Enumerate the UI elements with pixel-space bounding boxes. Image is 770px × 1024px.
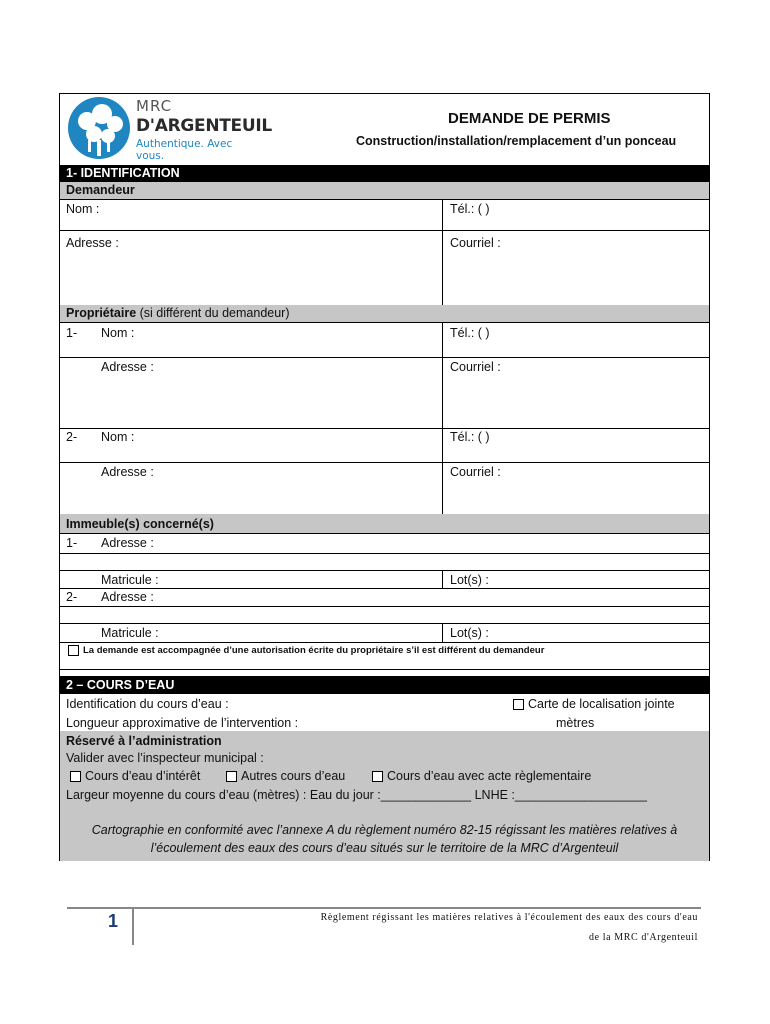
option-acte-box[interactable]: [372, 771, 383, 782]
immeuble-heading: Immeuble(s) concerné(s): [66, 517, 214, 531]
page-title: DEMANDE DE PERMIS: [448, 110, 611, 127]
longueur-label: Longueur approximative de l’intervention :: [66, 716, 299, 730]
footer-rule: [67, 907, 701, 909]
imm2-lot-label: Lot(s) :: [450, 626, 489, 640]
metres-unit: mètres: [556, 716, 595, 730]
owner2-courriel-label: Courriel :: [450, 465, 501, 479]
demandeur-courriel-label: Courriel :: [450, 236, 501, 250]
autorisation-checkbox-label: La demande est accompagnée d’une autorisation écrite du propriétaire s’il est différent du demandeur: [83, 645, 545, 657]
footer-separator: [132, 909, 134, 945]
option-acte[interactable]: [372, 769, 591, 783]
proprietaire-heading-bold: Propriétaire: [66, 306, 137, 320]
footer-line1: Règlement régissant les matières relatives à l'écoulement des eaux des cours d'eau: [320, 912, 698, 923]
imm2-adresse-label: Adresse :: [101, 590, 154, 604]
carte-checkbox-label: Carte de localisation jointe: [528, 697, 675, 711]
logo-tree-icon: [66, 96, 132, 160]
owner2-adresse-label: Adresse :: [101, 465, 154, 479]
permit-form: [59, 93, 710, 861]
proprietaire-note: (si différent du demandeur): [136, 306, 290, 320]
imm1-adresse-label: Adresse :: [101, 536, 154, 550]
proprietaire-heading: [66, 306, 290, 320]
option-autres-box[interactable]: [226, 771, 237, 782]
page-subtitle: Construction/installation/remplacement d’un ponceau: [356, 134, 677, 148]
owner2-tel-label: Tél.: ( ): [450, 430, 490, 444]
demandeur-adresse-label: Adresse :: [66, 236, 119, 250]
mrc-logo: [66, 96, 272, 162]
logo-line2: D'ARGENTEUIL: [136, 116, 272, 136]
owner1-nom-label: Nom :: [101, 326, 135, 340]
imm1-lot-label: Lot(s) :: [450, 573, 489, 587]
section2-title: 2 – COURS D’EAU: [60, 676, 709, 694]
carte-checkbox-box[interactable]: [513, 699, 524, 710]
autorisation-checkbox[interactable]: [68, 645, 544, 656]
identification-cours-eau-label: Identification du cours d’eau :: [66, 697, 229, 711]
owner2-num: 2-: [66, 430, 78, 444]
valider-label: Valider avec l’inspecteur municipal :: [66, 751, 264, 765]
owner1-num: 1-: [66, 326, 78, 340]
demandeur-band: [60, 182, 709, 199]
cartographie-note-line2: l’écoulement des eaux des cours d’eau situés sur le territoire de la MRC d’Argenteuil: [150, 841, 619, 855]
owner1-adresse-label: Adresse :: [101, 360, 154, 374]
imm1-num: 1-: [66, 536, 78, 550]
imm2-matricule-label: Matricule :: [101, 626, 159, 640]
imm1-matricule-label: Matricule :: [101, 573, 159, 587]
option-autres[interactable]: [226, 769, 345, 783]
logo-tagline: Authentique. Avec vous.: [136, 138, 233, 162]
owner1-courriel-label: Courriel :: [450, 360, 501, 374]
footer-line2: de la MRC d'Argenteuil: [589, 932, 698, 943]
section1-title: 1- IDENTIFICATION: [60, 165, 709, 182]
option-acte-label: Cours d’eau avec acte règlementaire: [387, 769, 592, 783]
demandeur-nom-label: Nom :: [66, 202, 100, 216]
owner2-nom-label: Nom :: [101, 430, 135, 444]
option-interet-box[interactable]: [70, 771, 81, 782]
autorisation-checkbox-box[interactable]: [68, 645, 79, 656]
option-interet[interactable]: [70, 769, 200, 783]
carte-checkbox[interactable]: [513, 697, 675, 711]
largeur-label: Largeur moyenne du cours d’eau (mètres) : Eau du jour :_____________ LNHE :___________________: [66, 788, 647, 802]
demandeur-heading: Demandeur: [66, 183, 135, 197]
cartographie-note-line1: Cartographie en conformité avec l’annexe A du règlement numéro 82-15 régissant les matières relatives à: [91, 823, 678, 837]
imm2-num: 2-: [66, 590, 78, 604]
owner1-tel-label: Tél.: ( ): [450, 326, 490, 340]
page-number: 1: [108, 911, 119, 931]
demandeur-tel-label: Tél.: ( ): [450, 202, 490, 216]
logo-line1: MRC: [136, 97, 173, 115]
option-autres-label: Autres cours d’eau: [241, 769, 346, 783]
admin-heading: Réservé à l’administration: [66, 734, 222, 748]
option-interet-label: Cours d’eau d’intérêt: [85, 769, 201, 783]
